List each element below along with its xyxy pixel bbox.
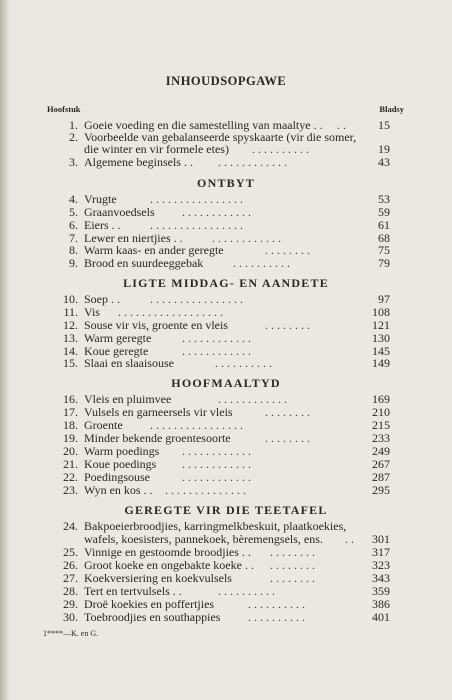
entry-page: 15 xyxy=(378,118,390,132)
toc-entry xyxy=(0,484,452,497)
entry-title: Goeie voeding en die samestelling van maaltye . . xyxy=(84,118,323,132)
leader-dots: . . . . . . . . . . . . . . . . xyxy=(150,218,243,232)
entry-title: Souse vir vis, groente en vleis xyxy=(84,318,228,332)
leader-dots: . . . . . . . . . . xyxy=(248,610,305,624)
entry-page: 130 xyxy=(372,331,390,345)
entry-title: Vleis en pluimvee xyxy=(84,392,172,406)
leader-dots: . . . . . . . . . . xyxy=(233,256,290,270)
entry-number: 10. xyxy=(63,292,78,306)
leader-dots: . . . . . . . . xyxy=(265,431,310,445)
entry-page: 301 xyxy=(372,532,390,546)
entry-page: 97 xyxy=(378,292,390,306)
entry-title: Groot koeke en ongebakte koeke . . xyxy=(84,558,254,572)
entry-title: Lewer en niertjies . . xyxy=(84,231,183,245)
leader-dots: . . . . . . . . . . . . xyxy=(182,457,251,471)
entry-page: 386 xyxy=(372,597,390,611)
entry-page: 108 xyxy=(372,305,390,319)
leader-dots: . . . . . . . . xyxy=(270,545,315,559)
entry-page: 61 xyxy=(378,218,390,232)
leader-dots: . . . . . . . . . . xyxy=(218,584,275,598)
entry-title: Groente xyxy=(84,418,123,432)
page-title: INHOUDSOPGAWE xyxy=(165,74,287,88)
leader-dots: . . . . . . . . . . . . xyxy=(182,344,251,358)
entry-page: 249 xyxy=(372,444,390,458)
entry-title: Tert en tertvulsels . . xyxy=(84,584,182,598)
entry-title: Warm geregte xyxy=(84,331,152,345)
leader-dots: . . . . . . . . . . . . xyxy=(218,392,287,406)
entry-page: 359 xyxy=(372,584,390,598)
entry-number: 26. xyxy=(63,558,78,572)
signature-mark: 1****—K. en G. xyxy=(43,629,99,638)
leader-dots: . . . . . . . . . . . . xyxy=(218,155,287,169)
entry-number: 20. xyxy=(63,444,78,458)
entry-page: 75 xyxy=(378,243,390,257)
section-heading-ontbyt: ONTBYT xyxy=(197,176,255,190)
section-heading-teetafel: GEREGTE VIR DIE TEETAFEL xyxy=(124,503,328,517)
entry-number: 15. xyxy=(63,356,78,370)
entry-title: Koekversiering en koekvulsels xyxy=(84,571,232,585)
entry-number: 9. xyxy=(69,256,78,270)
entry-title: wafels, koesisters, pannekoek, bèremengsels, ens. xyxy=(84,532,323,546)
entry-number: 23. xyxy=(63,483,78,497)
entry-page: 317 xyxy=(372,545,390,559)
entry-number: 6. xyxy=(69,218,78,232)
entry-page: 267 xyxy=(372,457,390,471)
toc-entry xyxy=(0,357,452,370)
entry-number: 3. xyxy=(69,155,78,169)
entry-title: Bakpoeierbroodjies, karringmelkbeskuit, plaatkoekies, xyxy=(84,519,347,533)
entry-number: 12. xyxy=(63,318,78,332)
entry-title: Wyn en kos . . xyxy=(84,483,153,497)
entry-page: 53 xyxy=(378,192,390,206)
entry-page: 121 xyxy=(372,318,390,332)
entry-title: Algemene beginsels . . xyxy=(84,155,193,169)
entry-page: 215 xyxy=(372,418,390,432)
leader-dots: . . . . . . . . . . xyxy=(215,356,272,370)
entry-title: Brood en suurdeeggebak xyxy=(84,256,204,270)
entry-number: 8. xyxy=(69,243,78,257)
entry-page: 43 xyxy=(378,155,390,169)
entry-number: 18. xyxy=(63,418,78,432)
entry-title: Soep . . xyxy=(84,292,120,306)
entry-number: 27. xyxy=(63,571,78,585)
entry-number: 7. xyxy=(69,231,78,245)
entry-title: Voorbeelde van gebalanseerde spyskaarte (vir die somer, xyxy=(84,130,357,144)
entry-page: 149 xyxy=(372,356,390,370)
leader-dots: . . . . . . . . xyxy=(265,243,310,257)
leader-dots: . . xyxy=(345,532,354,546)
toc-entry xyxy=(0,156,452,169)
entry-title: Koue geregte xyxy=(84,344,149,358)
entry-page: 19 xyxy=(378,142,390,156)
entry-page: 295 xyxy=(372,483,390,497)
leader-dots: . . . . . . . . . . . . xyxy=(182,444,251,458)
entry-number: 21. xyxy=(63,457,78,471)
entry-page: 210 xyxy=(372,405,390,419)
toc-entry xyxy=(0,257,452,270)
entry-number: 13. xyxy=(63,331,78,345)
leader-dots: . . . . . . . . xyxy=(270,558,315,572)
entry-page: 287 xyxy=(372,470,390,484)
entry-number: 4. xyxy=(69,192,78,206)
entry-title: die winter en vir formele etes) xyxy=(84,142,229,156)
entry-page: 145 xyxy=(372,344,390,358)
leader-dots: . . . . . . . . . . . . xyxy=(182,470,251,484)
entry-title: Eiers . . xyxy=(84,218,121,232)
leader-dots: . . xyxy=(337,118,346,132)
leader-dots: . . . . . . . . . . . . . . . . xyxy=(150,418,243,432)
entry-page: 343 xyxy=(372,571,390,585)
entry-number: 24. xyxy=(63,519,78,533)
entry-title: Droë koekies en poffertjies xyxy=(84,597,215,611)
leader-dots: . . . . . . . . . . . . . . . . . . xyxy=(118,305,223,319)
toc-entry xyxy=(0,611,452,624)
entry-title: Minder bekende groentesoorte xyxy=(84,431,231,445)
entry-title: Vinnige en gestoomde broodjies . . xyxy=(84,545,251,559)
entry-page: 169 xyxy=(372,392,390,406)
leader-dots: . . . . . . . . . . . . xyxy=(212,231,281,245)
entry-page: 68 xyxy=(378,231,390,245)
column-header-page: Bladsy xyxy=(379,104,404,114)
entry-title: Koue poedings xyxy=(84,457,157,471)
leader-dots: . . . . . . . . xyxy=(265,405,310,419)
entry-title: Toebroodjies en southappies xyxy=(84,610,221,624)
leader-dots: . . . . . . . . xyxy=(270,571,315,585)
entry-number: 5. xyxy=(69,205,78,219)
column-header-chapter: Hoofstuk xyxy=(47,104,81,114)
section-heading-hoofmaaltyd: HOOFMAALTYD xyxy=(171,376,281,390)
entry-page: 79 xyxy=(378,256,390,270)
entry-title: Graanvoedsels xyxy=(84,205,155,219)
leader-dots: . . . . . . . . . . . . . . . . xyxy=(150,192,243,206)
entry-page: 233 xyxy=(372,431,390,445)
entry-number: 1. xyxy=(69,118,78,132)
entry-number: 14. xyxy=(63,344,78,358)
leader-dots: . . . . . . . . . . . . xyxy=(182,331,251,345)
leader-dots: . . . . . . . . . . xyxy=(248,597,305,611)
entry-number: 17. xyxy=(63,405,78,419)
leader-dots: . . . . . . . . . . . . . . . . xyxy=(150,292,243,306)
entry-title: Vis xyxy=(84,305,100,319)
entry-number: 19. xyxy=(63,431,78,445)
entry-title: Poedingsouse xyxy=(84,470,150,484)
leader-dots: . . . . . . . . . . xyxy=(252,142,309,156)
entry-number: 29. xyxy=(63,597,78,611)
entry-number: 28. xyxy=(63,584,78,598)
entry-number: 25. xyxy=(63,545,78,559)
entry-number: 16. xyxy=(63,392,78,406)
entry-page: 59 xyxy=(378,205,390,219)
entry-title: Slaai en slaaisouse xyxy=(84,356,174,370)
entry-title: Warm kaas- en ander geregte xyxy=(84,243,224,257)
entry-title: Vulsels en garneersels vir vleis xyxy=(84,405,233,419)
entry-title: Warm poedings xyxy=(84,444,160,458)
leader-dots: . . . . . . . . . . . . xyxy=(182,205,251,219)
entry-title: Vrugte xyxy=(84,192,117,206)
leader-dots: . . . . . . . . . . . . . . xyxy=(165,483,246,497)
entry-page: 323 xyxy=(372,558,390,572)
entry-number: 11. xyxy=(63,305,78,319)
entry-page: 401 xyxy=(372,610,390,624)
leader-dots: . . . . . . . . xyxy=(265,318,310,332)
entry-number: 2. xyxy=(69,130,78,144)
entry-number: 30. xyxy=(63,610,78,624)
entry-number: 22. xyxy=(63,470,78,484)
section-heading-ligte-middag: LIGTE MIDDAG- EN AANDETE xyxy=(123,276,329,290)
